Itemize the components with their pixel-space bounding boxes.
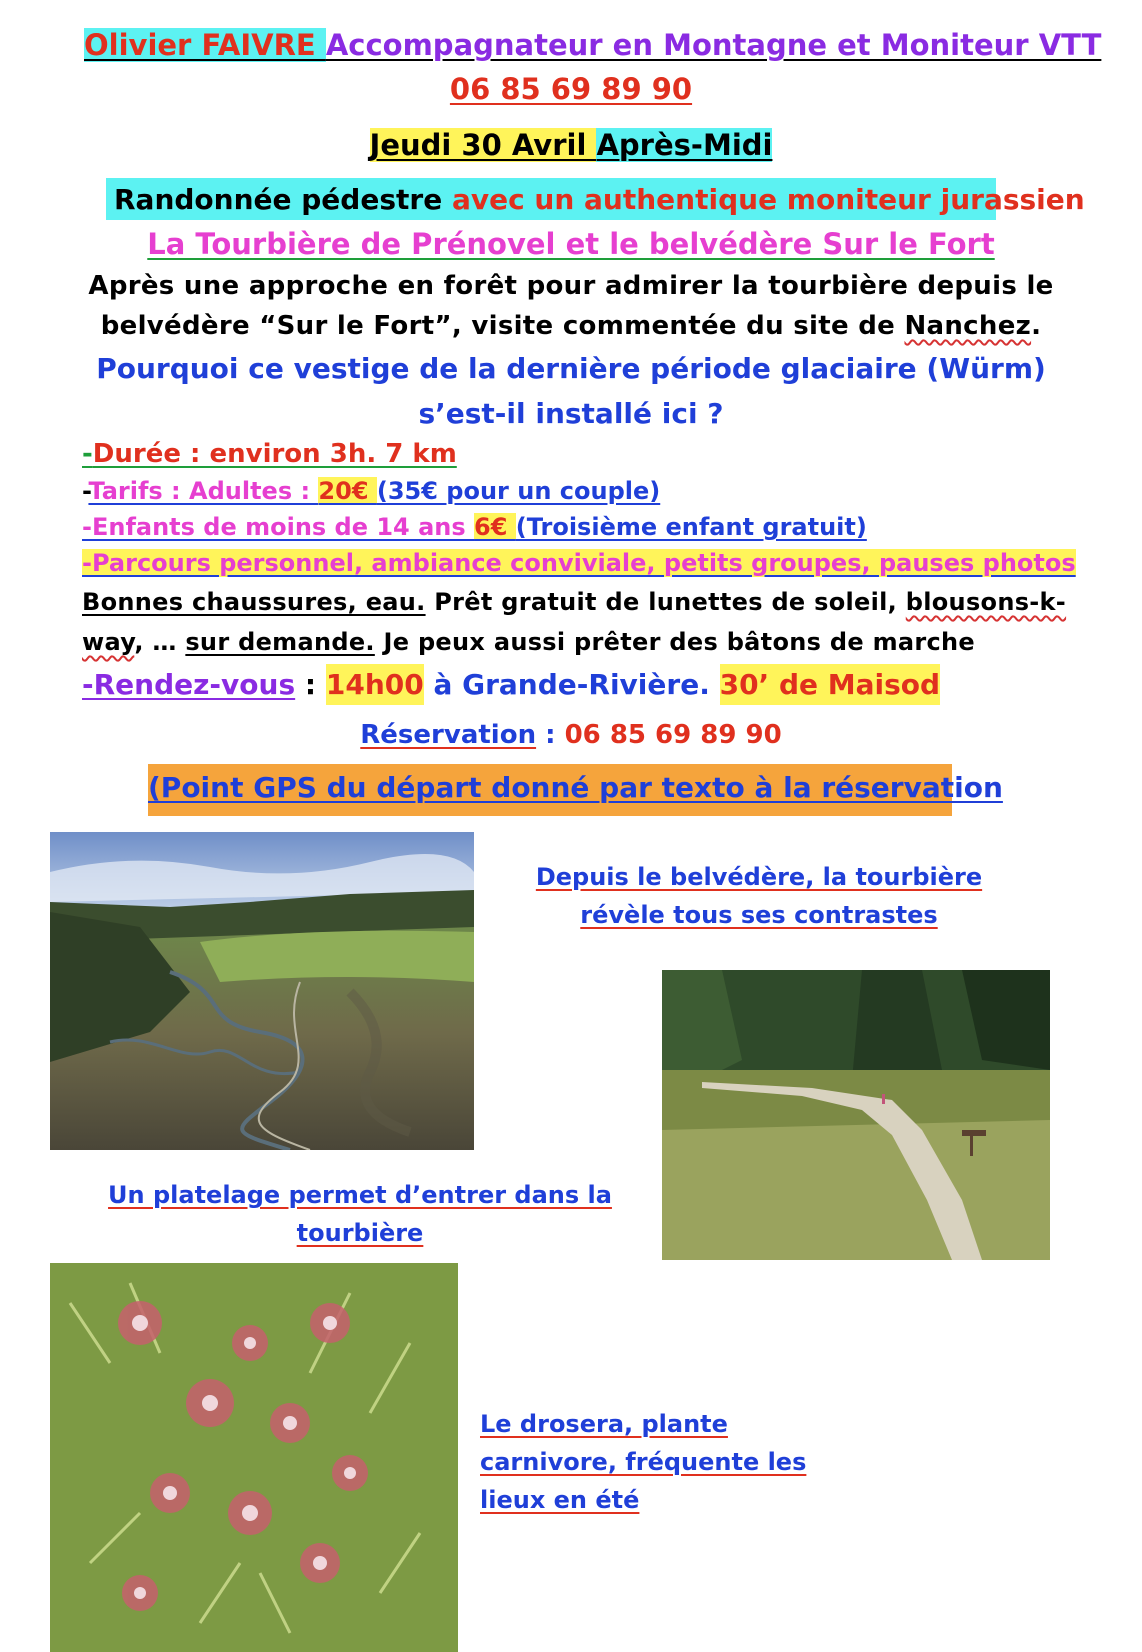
header-phone-line — [0, 72, 1142, 106]
event-period: Après-Midi — [596, 128, 773, 162]
reservation-phone: 06 85 69 89 90 — [564, 720, 782, 750]
tarifs-line: -Tarifs : Adultes : 20€ (35€ pour un couple) — [82, 477, 661, 505]
drosera-photo — [50, 1263, 458, 1652]
meeting-place: à Grande-Rivière. — [423, 668, 720, 701]
header-line — [84, 28, 1101, 62]
bog-aerial-photo — [50, 832, 474, 1150]
meeting-distance: 30’ de Maisod — [720, 664, 940, 705]
date-line — [0, 128, 1142, 162]
tarifs-label: Tarifs : Adultes : — [88, 477, 319, 505]
duration-text: Durée : environ 3h. 7 km — [92, 439, 457, 469]
duration-line: -Durée : environ 3h. 7 km — [82, 439, 457, 469]
platelage-caption: Un platelage permet d’entrer dans la tourbière — [108, 1181, 612, 1247]
question-line-2: s’est-il installé ici ? — [418, 397, 724, 430]
couple-price: (35€ pour un couple) — [376, 477, 661, 505]
meeting-time: 14h00 — [326, 664, 424, 705]
belvedere-caption: Depuis le belvédère, la tourbière révèle tous ses contrastes — [535, 863, 983, 929]
guide-name: Olivier FAIVRE — [84, 28, 326, 62]
equipment-line-1: Bonnes chaussures, eau. Prêt gratuit de lunettes de soleil, blousons-k- — [82, 588, 1067, 616]
description-line-2: belvédère “Sur le Fort”, visite commentée du site de Nanchez. — [100, 311, 1042, 341]
reservation-label: Réservation — [360, 720, 537, 750]
children-label: -Enfants de moins de 14 ans — [82, 513, 475, 541]
activity-line — [114, 183, 1085, 216]
children-note: (Troisième enfant gratuit) — [515, 513, 867, 541]
meeting-line: -Rendez-vous : 14h00 à Grande-Rivière. 30’ de Maisod — [82, 668, 940, 701]
nanchez-text: Nanchez — [904, 311, 1032, 341]
boardwalk-photo — [662, 970, 1050, 1260]
gps-line — [148, 771, 1003, 804]
drosera-caption: Le drosera, plante carnivore, fréquente les lieux en été — [480, 1410, 807, 1514]
parcours-line — [82, 549, 1076, 577]
gps-text: (Point GPS du départ donné par texto à la réservation — [148, 771, 1003, 804]
activity-type: Randonnée pédestre — [114, 183, 452, 216]
adult-price: 20€ — [318, 477, 377, 505]
description-line-1: Après une approche en forêt pour admirer la tourbière depuis le — [88, 271, 1054, 301]
reservation-line: Réservation : 06 85 69 89 90 — [360, 720, 782, 750]
activity-title: La Tourbière de Prénovel et le belvédère Sur le Fort — [147, 227, 995, 261]
children-line — [82, 513, 867, 541]
parcours-text: -Parcours personnel, ambiance conviviale, petits groupes, pauses photos — [82, 549, 1076, 577]
question-line-1: Pourquoi ce vestige de la dernière période glaciaire (Würm) — [96, 352, 1046, 385]
equipment-line-2: way, … sur demande. Je peux aussi prêter des bâtons de marche — [82, 628, 975, 656]
children-price: 6€ — [474, 513, 516, 541]
guide-role: Accompagnateur en Montagne et Moniteur VTT — [325, 28, 1102, 62]
meeting-label: -Rendez-vous — [82, 668, 296, 701]
activity-guide: avec un authentique moniteur jurassien — [451, 183, 1085, 216]
header-phone: 06 85 69 89 90 — [449, 72, 693, 106]
event-day: Jeudi 30 Avril — [369, 128, 597, 162]
activity-title-line — [0, 227, 1142, 261]
